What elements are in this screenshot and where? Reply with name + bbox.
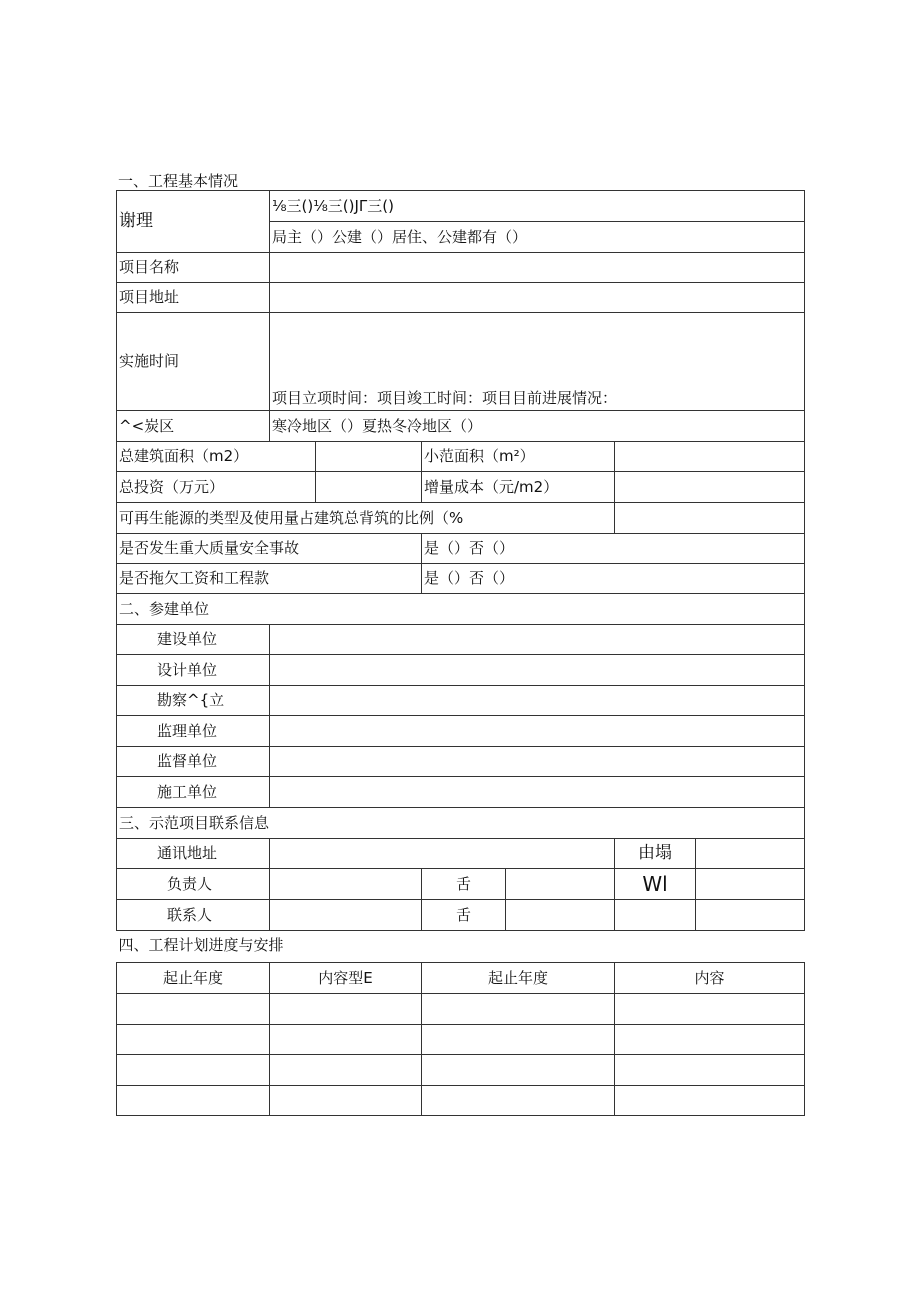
schedule-cell[interactable] (615, 1025, 805, 1055)
climate-field[interactable]: 寒冷地区（）夏热冬冷地区（） (270, 411, 805, 442)
schedule-cell[interactable] (117, 994, 270, 1025)
incr-cost-field[interactable] (615, 472, 805, 503)
total-area-label: 总建筑面积（m2） (117, 442, 316, 472)
phone-field[interactable] (506, 900, 615, 931)
project-name-field[interactable] (270, 253, 805, 283)
category-line2[interactable]: 局主（）公建（）居住、公建都有（） (270, 222, 805, 253)
arrears-field[interactable]: 是（）否（） (422, 564, 805, 594)
demo-area-field[interactable] (615, 442, 805, 472)
section-participants-title: 二、参建单位 (117, 594, 805, 625)
schedule-cell[interactable] (117, 1086, 270, 1116)
contact-extra-field[interactable] (696, 900, 805, 931)
schedule-cell[interactable] (422, 994, 615, 1025)
schedule-cell[interactable] (615, 1086, 805, 1116)
manager-field[interactable] (270, 869, 422, 900)
category-line1[interactable]: ⅛三()⅛三()JΓ三() (270, 191, 805, 222)
participant-field[interactable] (270, 747, 805, 777)
schedule-cell[interactable] (270, 1086, 422, 1116)
accident-field[interactable]: 是（）否（） (422, 534, 805, 564)
participant-field[interactable] (270, 777, 805, 808)
total-area-field[interactable] (316, 442, 422, 472)
contact-person-field[interactable] (270, 900, 422, 931)
schedule-cell[interactable] (270, 1055, 422, 1086)
impl-time-field[interactable]: 项目立项时间：项目竣工时间：项目目前进展情况： (270, 313, 805, 411)
page-title: 一、工程基本情况 (118, 172, 239, 190)
participant-field[interactable] (270, 686, 805, 716)
impl-time-label: 实施时间 (117, 313, 270, 411)
incr-cost-label: 增量成本（元/m2） (422, 472, 615, 503)
renewable-field[interactable] (615, 503, 805, 534)
climate-label: ^<炭区 (117, 411, 270, 442)
participant-field[interactable] (270, 625, 805, 655)
participant-label: 施工单位 (117, 777, 270, 808)
phone-label: 舌 (422, 900, 506, 931)
phone-field[interactable] (506, 869, 615, 900)
postcode-field[interactable] (696, 839, 805, 869)
schedule-header: 起止年度 (117, 963, 270, 994)
arrears-label: 是否拖欠工资和工程款 (117, 564, 422, 594)
address-label: 通讯地址 (117, 839, 270, 869)
schedule-header: 内容型E (270, 963, 422, 994)
total-invest-field[interactable] (316, 472, 422, 503)
participant-label: 监理单位 (117, 716, 270, 747)
basic-info-table (116, 190, 805, 959)
contact-person-label: 联系人 (117, 900, 270, 931)
accident-label: 是否发生重大质量安全事故 (117, 534, 422, 564)
participant-field[interactable] (270, 716, 805, 747)
project-name-label: 项目名称 (117, 253, 270, 283)
category-label: 谢理 (117, 191, 270, 253)
participant-field[interactable] (270, 655, 805, 686)
phone-label: 舌 (422, 869, 506, 900)
schedule-cell[interactable] (615, 994, 805, 1025)
postcode-label: 由塌 (615, 839, 696, 869)
demo-area-label: 小范面积（m²） (422, 442, 615, 472)
schedule-cell[interactable] (422, 1086, 615, 1116)
participant-label: 勘察^{立 (117, 686, 270, 716)
project-address-label: 项目地址 (117, 283, 270, 313)
renewable-label: 可再生能源的类型及使用量占建筑总背筑的比例（% (117, 503, 615, 534)
manager-label: 负责人 (117, 869, 270, 900)
contact-extra-field[interactable] (615, 900, 696, 931)
schedule-cell[interactable] (422, 1025, 615, 1055)
participant-label: 建设单位 (117, 625, 270, 655)
project-address-field[interactable] (270, 283, 805, 313)
wl-label: Wl (615, 869, 696, 900)
total-invest-label: 总投资（万元） (117, 472, 316, 503)
schedule-cell[interactable] (117, 1055, 270, 1086)
participant-label: 监督单位 (117, 747, 270, 777)
participant-label: 设计单位 (117, 655, 270, 686)
section-schedule-title: 四、工程计划进度与安排 (117, 931, 805, 959)
wl-field[interactable] (696, 869, 805, 900)
schedule-header: 起止年度 (422, 963, 615, 994)
schedule-header: 内容 (615, 963, 805, 994)
section-contact-title: 三、示范项目联系信息 (117, 808, 805, 839)
schedule-cell[interactable] (117, 1025, 270, 1055)
address-field[interactable] (270, 839, 615, 869)
schedule-cell[interactable] (422, 1055, 615, 1086)
schedule-cell[interactable] (270, 1025, 422, 1055)
schedule-cell[interactable] (615, 1055, 805, 1086)
schedule-table (116, 962, 805, 1116)
schedule-cell[interactable] (270, 994, 422, 1025)
